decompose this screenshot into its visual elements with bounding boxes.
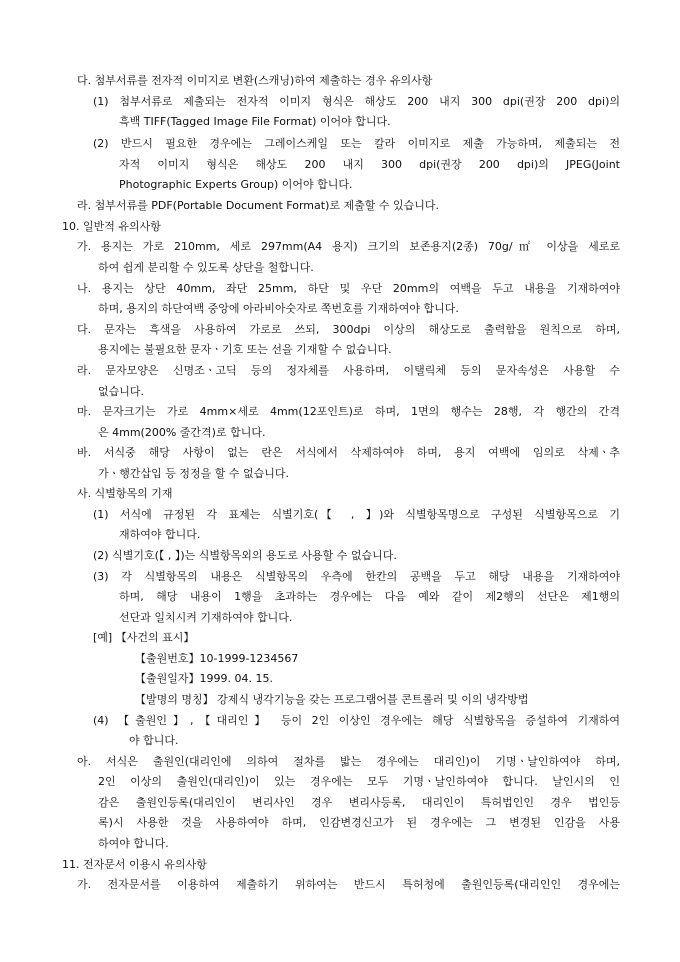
text-line: 자적 이미지 형식은 해상도 200 내지 300 dpi(권장 200 dpi)의 JPEG(Joint [119, 158, 620, 171]
text-line: 감은 출원인등록(대리인이 변리사인 경우 변리사등록, 대리인이 특허법인인 경우 법인등 [98, 796, 620, 809]
text-line: 라. 문자모양은 신명조ㆍ고딕 등의 정자체를 사용하며, 이탤릭체 등의 문자속성은 사용할 수 [77, 364, 620, 377]
text-line: 재하여야 합니다. [119, 528, 201, 541]
text-line: 하며, 용지의 하단여백 중앙에 아라비아숫자로 쪽번호를 기재하여야 합니다. [98, 302, 459, 315]
text-line: (2) 식별기호(【 , 】)는 식별항목외의 용도로 사용할 수 없습니다. [93, 549, 397, 562]
text-line: 가ㆍ행간삽입 등 정정을 할 수 없습니다. [98, 467, 289, 480]
text-line: 10. 일반적 유의사항 [62, 220, 161, 233]
text-line: 은 4mm(200% 줄간격)로 합니다. [98, 426, 266, 439]
text-line: 가. 전자문서를 이용하여 제출하기 위하여는 반드시 특허청에 출원인등록(대리인인 경우에는 [77, 878, 620, 891]
text-line: (4) 【출원인】,【대리인】 등이 2인 이상인 경우에는 해당 식별항목을 증설하여 기재하여 [93, 714, 620, 727]
text-line: Photographic Experts Group) 이어야 합니다. [119, 178, 353, 191]
text-line: (1) 서식에 규정된 각 표제는 식별기호(【 , 】)와 식별항목명으로 구성된 식별항목으로 기 [93, 508, 620, 521]
text-line: 다. 문자는 흑색을 사용하여 가로로 쓰되, 300dpi 이상의 해상도로 출력함을 원칙으로 하며, [77, 323, 620, 336]
text-line: 야 합니다. [129, 734, 179, 747]
text-line: 마. 문자크기는 가로 4mm×세로 4mm(12포인트)로 하며, 1면의 행수는 28행, 각 행간의 간격 [77, 405, 620, 418]
text-line: 바. 서식중 해당 사항이 없는 란은 서식에서 삭제하여야 하며, 용지 여백에 임의로 삭제ㆍ추 [77, 446, 620, 459]
text-line: 【출원번호】10-1999-1234567 [135, 652, 299, 665]
text-line: 록)시 사용한 것을 사용하여야 하며, 인감변경신고가 된 경우에는 그 변경된 인감을 사용 [98, 816, 620, 829]
text-line: 사. 식별항목의 기재 [77, 487, 173, 500]
text-line: 2인 이상의 출원인(대리인)이 있는 경우에는 모두 기명ㆍ날인하여야 합니다. 날인시의 인 [98, 775, 620, 788]
text-line: 하여 쉽게 분리할 수 있도록 상단을 철합니다. [98, 261, 314, 274]
text-line: 선단과 일치시켜 기재하여야 합니다. [119, 611, 293, 624]
text-line: 흑백 TIFF(Tagged Image File Format) 이어야 합니다. [119, 115, 391, 128]
text-line: 다. 첨부서류를 전자적 이미지로 변환(스캐닝)하여 제출하는 경우 유의사항 [77, 74, 433, 87]
text-line: (1) 첨부서류로 제출되는 전자적 이미지 형식은 해상도 200 내지 300 dpi(권장 200 dpi)의 [93, 95, 620, 108]
text-line: (2) 반드시 필요한 경우에는 그레이스케일 또는 칼라 이미지로 제출 가능하며, 제출되는 전 [93, 137, 620, 150]
text-line: [예] 【사건의 표시】 [93, 631, 195, 644]
text-line: 가. 용지는 가로 210mm, 세로 297mm(A4 용지) 크기의 보존용지(2종) 70g/㎡ 이상을 세로로 [77, 240, 620, 253]
text-line: (3) 각 식별항목의 내용은 식별항목의 우측에 한칸의 공백을 두고 해당 내용을 기재하여야 [93, 570, 620, 583]
text-line: 【출원일자】1999. 04. 15. [135, 672, 273, 685]
text-line: 하여야 합니다. [98, 837, 169, 850]
text-line: 11. 전자문서 이용시 유의사항 [62, 858, 207, 871]
text-line: 용지에는 불필요한 문자ㆍ기호 또는 선을 기재할 수 없습니다. [98, 343, 392, 356]
text-line: 없습니다. [98, 385, 145, 398]
text-line: 아. 서식은 출원인(대리인에 의하여 절차를 밟는 경우에는 대리인)이 기명ㆍ날인하여야 하며, [77, 755, 620, 768]
text-line: 라. 첨부서류를 PDF(Portable Document Format)로 제출할 수 있습니다. [77, 199, 439, 212]
text-line: 나. 용지는 상단 40mm, 좌단 25mm, 하단 및 우단 20mm의 여백을 두고 내용을 기재하여야 [77, 282, 620, 295]
text-line: 하며, 해당 내용이 1행을 초과하는 경우에는 다음 예와 같이 제2행의 선단은 제1행의 [119, 590, 620, 603]
text-line: 【발명의 명칭】 강제식 냉각기능을 갖는 프로그램어블 콘트롤러 및 이의 냉각방법 [135, 693, 529, 706]
